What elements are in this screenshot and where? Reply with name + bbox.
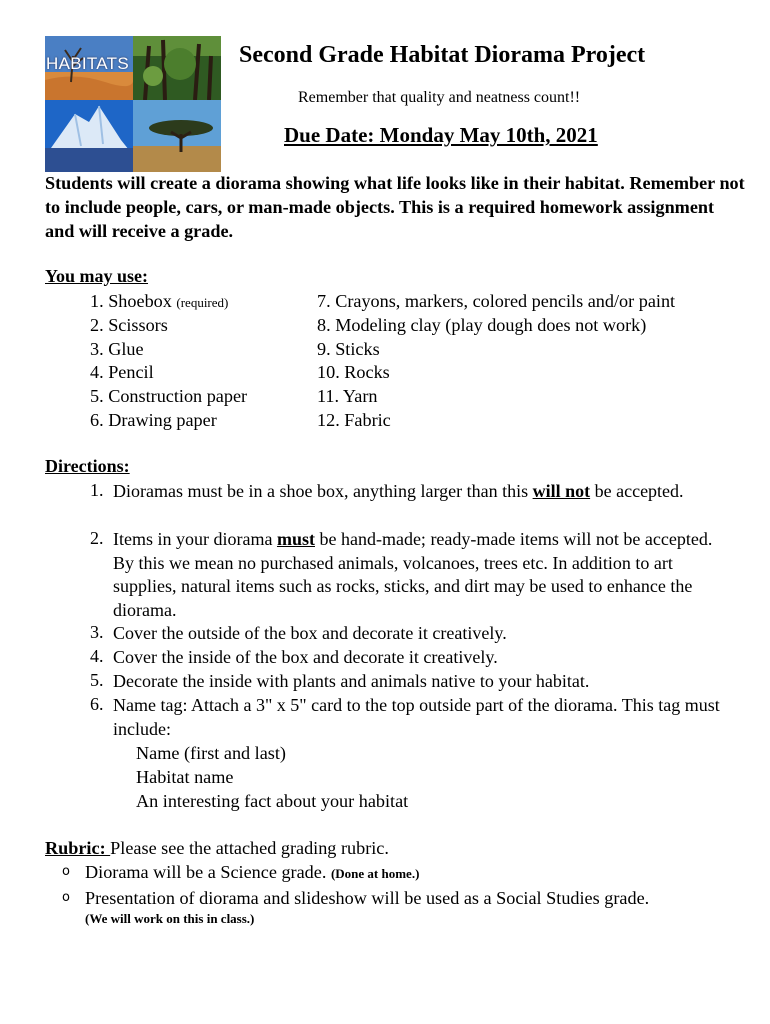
direction-text [113,670,733,694]
page-title: Second Grade Habitat Diorama Project [239,42,646,68]
rubric-heading: Rubric: [45,838,111,858]
rubric-item-text: Presentation of diorama and slideshow will be used as a Social Studies grade. [85,888,650,908]
direction-text [113,528,733,623]
direction-text-part: Dioramas must be in a shoe box, anything larger than this [113,481,533,501]
material-item: 11. Yarn [317,386,378,407]
direction-number: 2. [90,528,104,548]
name-tag-item: Habitat name [136,767,234,787]
direction-number: 4. [90,646,104,666]
rubric-item-note: (Done at home.) [330,866,420,881]
material-item-text: 6. Drawing paper [90,410,217,430]
direction-emphasis: will not [532,481,591,501]
rubric-item-note: (We will work on this in class.) [85,911,255,926]
rubric-text: Please see the attached grading rubric. [110,838,389,858]
direction-text [113,480,733,504]
rubric-item [85,860,419,886]
rubric-item-text: Diorama will be a Science grade. [85,862,331,882]
material-item-text: 3. Glue [90,338,144,359]
direction-text-part: Name tag: Attach a 3" x 5" card to the top outside part of the diorama. This tag must include: [113,695,720,739]
material-item: 7. Crayons, markers, colored pencils and/or paint [317,291,676,311]
material-item-text: 2. Scissors [90,314,168,335]
direction-text-part: Cover the outside of the box and decorate it creatively. [113,623,507,643]
direction-text [113,622,733,646]
direction-number: 1. [90,480,104,500]
material-item [90,360,154,384]
direction-number: 5. [90,670,104,690]
subtitle: Remember that quality and neatness count!! [298,89,581,106]
direction-text [113,646,733,670]
bullet-icon: o [62,864,70,879]
material-item: 9. Sticks [317,338,380,359]
direction-number: 6. [90,694,104,714]
direction-emphasis: must [276,529,315,549]
direction-text-part: Items in your diorama [113,529,277,549]
rubric-line [45,836,389,860]
directions-heading: Directions: [45,456,130,476]
material-item: 8. Modeling clay (play dough does not work) [317,314,647,335]
material-item-text: 5. Construction paper [90,386,248,407]
name-tag-item: An interesting fact about your habitat [136,791,409,811]
material-item: 12. Fabric [317,410,391,430]
direction-text-part: Cover the inside of the box and decorate it creatively. [113,647,498,667]
direction-text-part: be hand-made; ready-made items will not be accepted. By this we mean no purchased animals, volcanoes, trees etc. In addition to art supplies, natural items such as rocks, sticks, and dirt may be used to enhance the diorama. [113,529,713,621]
materials-heading: You may use: [45,266,149,286]
due-date: Due Date: Monday May 10th, 2021 [284,123,598,147]
material-item [90,384,247,408]
material-item [90,408,217,432]
bullet-icon: o [62,890,70,905]
material-item: 10. Rocks [317,362,390,383]
material-item-text: 1. Shoebox [90,291,177,311]
intro-paragraph: Students will create a diorama showing what life looks like in their habitat. Remember not to include people, cars, or man-made objects. This is a required homework assignment and will receive a grade. [45,173,745,241]
material-item-text: 4. Pencil [90,362,154,383]
material-item-note: (required) [176,295,229,310]
direction-text-part: Decorate the inside with plants and animals native to your habitat. [113,671,590,691]
name-tag-item: Name (first and last) [136,743,286,763]
material-item [90,337,144,361]
direction-text [113,694,733,741]
direction-text-part: be accepted. [590,481,684,501]
collage-label: HABITATS [46,54,130,73]
rubric-item [85,886,649,910]
direction-number: 3. [90,622,104,642]
material-item [90,313,168,337]
material-item [90,289,228,315]
